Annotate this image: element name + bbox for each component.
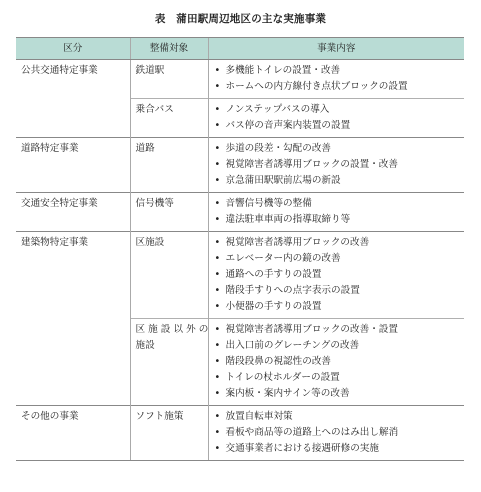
content-cell bbox=[208, 138, 464, 193]
header-category: 区分 bbox=[16, 38, 130, 60]
projects-table bbox=[16, 37, 464, 461]
list-item: • 出入口前のグレーチングの改善 bbox=[214, 338, 461, 354]
list-item: • 階段手すりへの点字表示の設置 bbox=[214, 283, 461, 299]
content-cell bbox=[208, 99, 464, 138]
list-item: • 視覚障害者誘導用ブロックの設置・改善 bbox=[214, 157, 461, 173]
target-cell: 鉄道駅 bbox=[130, 60, 208, 99]
table-header-row bbox=[16, 38, 464, 60]
category-cell: 建築物特定事業 bbox=[16, 232, 130, 406]
list-item: • 京急蒲田駅駅前広場の新設 bbox=[214, 173, 461, 189]
header-content: 事業内容 bbox=[208, 38, 464, 60]
target-cell: 乗合バス bbox=[130, 99, 208, 138]
table-row bbox=[16, 138, 464, 193]
header-target: 整備対象 bbox=[130, 38, 208, 60]
list-item: • 違法駐車車両の指導取締り等 bbox=[214, 212, 461, 228]
content-cell bbox=[208, 319, 464, 406]
list-item: • 視覚障害者誘導用ブロックの改善 bbox=[214, 235, 461, 251]
list-item: • 交通事業者における接遇研修の実施 bbox=[214, 441, 461, 457]
list-item: • ノンステップバスの導入 bbox=[214, 102, 461, 118]
target-cell: 区施設 bbox=[130, 232, 208, 319]
list-item: • 小便器の手すりの設置 bbox=[214, 299, 461, 315]
list-item: • エレベーター内の鏡の改善 bbox=[214, 251, 461, 267]
list-item: • 音響信号機等の整備 bbox=[214, 196, 461, 212]
table-row bbox=[16, 193, 464, 232]
category-cell: 公共交通特定事業 bbox=[16, 60, 130, 138]
list-item: • 通路への手すりの設置 bbox=[214, 267, 461, 283]
content-cell bbox=[208, 60, 464, 99]
target-cell: 信号機等 bbox=[130, 193, 208, 232]
target-cell: ソフト施策 bbox=[130, 406, 208, 461]
table-row bbox=[16, 232, 464, 319]
table-title: 表 蒲田駅周辺地区の主な実施事業 bbox=[154, 13, 327, 25]
table-row bbox=[16, 406, 464, 461]
list-item: • 視覚障害者誘導用ブロックの改善・設置 bbox=[214, 322, 461, 338]
list-item: • 放置自転車対策 bbox=[214, 409, 461, 425]
target-line-2: 施設 bbox=[135, 340, 155, 351]
target-cell bbox=[130, 319, 208, 406]
list-item: • 看板や商品等の道路上へのはみ出し解消 bbox=[214, 425, 461, 441]
content-cell bbox=[208, 232, 464, 319]
list-item: • バス停の音声案内装置の設置 bbox=[214, 118, 461, 134]
list-item: • 案内板・案内サイン等の改善 bbox=[214, 386, 461, 402]
list-item: • ホームへの内方線付き点状ブロックの設置 bbox=[214, 79, 461, 95]
category-cell: 交通安全特定事業 bbox=[16, 193, 130, 232]
list-item: • トイレの杖ホルダーの設置 bbox=[214, 370, 461, 386]
category-cell: 道路特定事業 bbox=[16, 138, 130, 193]
target-cell: 道路 bbox=[130, 138, 208, 193]
list-item: • 多機能トイレの設置・改善 bbox=[214, 63, 461, 79]
category-cell: その他の事業 bbox=[16, 406, 130, 461]
content-cell bbox=[208, 406, 464, 461]
table-row bbox=[16, 60, 464, 99]
content-cell bbox=[208, 193, 464, 232]
target-line-1: 区 施 設 以 外 の bbox=[135, 324, 208, 335]
list-item: • 歩道の段差・勾配の改善 bbox=[214, 141, 461, 157]
list-item: • 階段段鼻の視認性の改善 bbox=[214, 354, 461, 370]
